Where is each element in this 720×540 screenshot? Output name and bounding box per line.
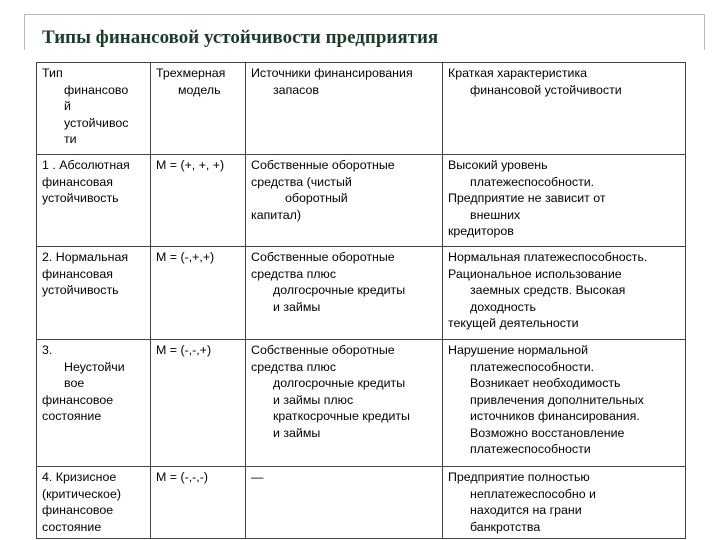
type-line: (критическое) [42, 486, 121, 501]
sources-line: Собственные оборотные [251, 250, 395, 264]
header-desc-line: Краткая характеристика [448, 66, 588, 80]
header-type-line: устойчивос [64, 115, 129, 130]
desc-line: Нормальная платежеспособность. [448, 250, 648, 264]
desc-line: Нарушение нормальной [448, 343, 589, 357]
sources-line: долгосрочные кредиты [273, 376, 406, 390]
type-line: финансовая [42, 266, 113, 281]
sources-line: и займы [273, 425, 321, 440]
table-row [37, 247, 686, 340]
row-type-cell [37, 340, 151, 467]
header-type-line: ти [64, 132, 77, 146]
stability-types-table [36, 62, 686, 539]
desc-line: кредиторов [448, 224, 514, 238]
row-model-cell [151, 155, 246, 247]
header-type-cell [37, 63, 151, 155]
type-line: 4. Кризисное [42, 470, 117, 484]
desc-line: Предприятие не зависит от [448, 191, 606, 205]
sources-line: Собственные оборотные [251, 158, 395, 172]
sources-line: средства плюс [251, 266, 337, 281]
row-desc-cell [443, 155, 686, 247]
sources-line: долгосрочные кредиты [273, 283, 406, 297]
model-value: М = (-,+,+) [156, 250, 215, 264]
title-frame-top [24, 14, 704, 15]
model-value: М = (+, +, +) [156, 158, 225, 172]
model-value: М = (-,-,-) [156, 470, 208, 484]
type-line: Неустойчи [64, 359, 125, 374]
desc-line: заемных средств. Высокая [470, 283, 626, 297]
type-line: вое [64, 376, 85, 390]
table-row [37, 155, 686, 247]
row-desc-cell [443, 467, 686, 539]
desc-line: платежеспособности. [470, 359, 595, 374]
desc-line: платежеспособности. [470, 174, 595, 189]
desc-line: Высокий уровень [448, 158, 548, 172]
type-line: 2. Нормальная [42, 250, 129, 264]
header-type-line: й [64, 99, 71, 113]
desc-line: находится на грани [470, 503, 582, 517]
header-model-line: модель [178, 82, 221, 97]
header-type-line: Тип [42, 66, 63, 80]
sources-line: и займы [273, 299, 321, 314]
desc-line: текущей деятельности [448, 316, 579, 330]
header-sources-cell [246, 63, 443, 155]
title-frame-right [704, 14, 705, 50]
desc-line: Возможно восстановление [470, 425, 625, 440]
sources-line: оборотный [285, 191, 348, 205]
type-line: устойчивость [42, 283, 119, 297]
desc-line: доходность [470, 299, 536, 314]
desc-line: банкротства [470, 519, 541, 534]
desc-line: источников финансирования. [470, 409, 640, 423]
header-desc-cell [443, 63, 686, 155]
sources-line: средства (чистый [251, 174, 352, 189]
desc-line: привлечения дополнительных [470, 392, 644, 407]
row-sources-cell [246, 247, 443, 340]
table-header-row [37, 63, 686, 155]
table-row [37, 467, 686, 539]
header-type-line: финансово [64, 82, 129, 97]
table-row [37, 340, 686, 467]
row-type-cell [37, 247, 151, 340]
header-model-line: Трехмерная [156, 66, 226, 80]
header-sources-line: Источники финансирования [251, 66, 413, 80]
desc-line: Рациональное использование [448, 266, 622, 281]
sources-line: — [251, 470, 264, 484]
desc-line: платежеспособности [470, 442, 591, 456]
sources-line: средства плюс [251, 359, 337, 374]
row-type-cell [37, 155, 151, 247]
type-line: состояние [42, 519, 102, 534]
model-value: М = (-,-,+) [156, 343, 212, 357]
row-type-cell [37, 467, 151, 539]
desc-line: неплатежеспособно и [470, 486, 596, 501]
row-model-cell [151, 467, 246, 539]
sources-line: и займы плюс [273, 392, 354, 407]
desc-line: Возникает необходимость [470, 376, 621, 390]
row-sources-cell [246, 467, 443, 539]
slide-title: Типы финансовой устойчивости предприятия [42, 27, 439, 48]
row-sources-cell [246, 155, 443, 247]
type-line: финансовое [42, 392, 114, 407]
title-frame-left [24, 14, 25, 50]
desc-line: Предприятие полностью [448, 470, 590, 484]
row-desc-cell [443, 247, 686, 340]
type-line: финансовое [42, 503, 114, 517]
sources-line: краткосрочные кредиты [273, 409, 410, 423]
header-sources-line: запасов [273, 82, 319, 97]
type-line: 3. [42, 343, 53, 357]
row-desc-cell [443, 340, 686, 467]
row-model-cell [151, 247, 246, 340]
row-model-cell [151, 340, 246, 467]
header-desc-line: финансовой устойчивости [470, 82, 622, 97]
type-line: 1 . Абсолютная [42, 158, 130, 172]
type-line: устойчивость [42, 191, 119, 205]
row-sources-cell [246, 340, 443, 467]
header-model-cell [151, 63, 246, 155]
type-line: состояние [42, 409, 102, 423]
sources-line: капитал) [251, 207, 301, 222]
sources-line: Собственные оборотные [251, 343, 395, 357]
desc-line: внешних [470, 207, 521, 222]
type-line: финансовая [42, 174, 113, 189]
